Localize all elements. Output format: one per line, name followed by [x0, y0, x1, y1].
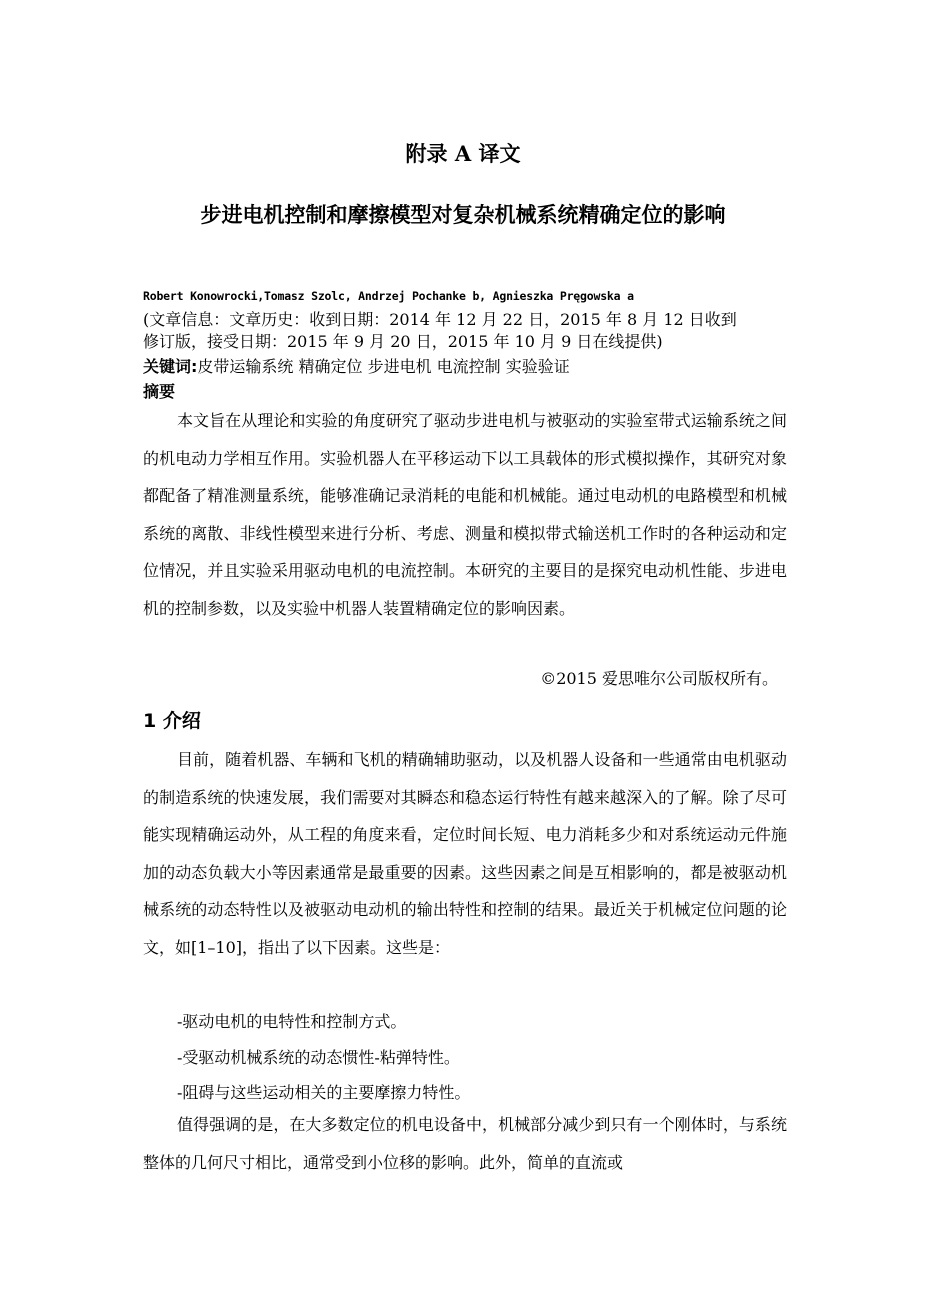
- list-item: -受驱动机械系统的动态惯性-粘弹特性。: [177, 1048, 460, 1067]
- appendix-heading: 附录 A 译文: [405, 141, 521, 166]
- list-item: -阻碍与这些运动相关的主要摩擦力特性。: [177, 1083, 471, 1102]
- keywords-line: [143, 356, 570, 378]
- keywords-label: 关键词:: [143, 357, 198, 376]
- section-heading-introduction: 1 介绍: [143, 710, 201, 732]
- keywords-text: 皮带运输系统 精确定位 步进电机 电流控制 实验验证: [197, 357, 570, 376]
- article-info-line-1: (文章信息：文章历史：收到日期：2014 年 12 月 22 日，2015 年 8 月 12 日收到: [143, 310, 737, 329]
- paper-title: 步进电机控制和摩擦模型对复杂机械系统精确定位的影响: [200, 202, 726, 227]
- author-list: Robert Konowrocki,Tomasz Szolc, Andrzej Pochanke b, Agnieszka Pręgowska a: [143, 289, 634, 303]
- list-item: -驱动电机的电特性和控制方式。: [177, 1012, 407, 1031]
- intro-paragraph-2: 值得强调的是，在大多数定位的机电设备中，机械部分减少到只有一个刚体时，与系统整体的几何尺寸相比，通常受到小位移的影响。此外，简单的直流或: [143, 1115, 787, 1172]
- intro-paragraph-1: 目前，随着机器、车辆和飞机的精确辅助驱动，以及机器人设备和一些通常由电机驱动的制造系统的快速发展，我们需要对其瞬态和稳态运行特性有越来越深入的了解。除了尽可能实现精确运动外，从工程的角度来看，定位时间长短、电力消耗多少和对系统运动元件施加的动态负载大小等因素通常是最重要的因素。这些因素之间是互相影响的，都是被驱动机械系统的动态特性以及被驱动电动机的输出特性和控制的结果。最近关于机械定位问题的论文，如[1–10]，指出了以下因素。这些是：: [143, 750, 787, 957]
- abstract-heading: 摘要: [143, 382, 176, 401]
- abstract-paragraph: 本文旨在从理论和实验的角度研究了驱动步进电机与被驱动的实验室带式运输系统之间的机电动力学相互作用。实验机器人在平移运动下以工具载体的形式模拟操作，其研究对象都配备了精准测量系统，能够准确记录消耗的电能和机械能。通过电动机的电路模型和机械系统的离散、非线性模型来进行分析、考虑、测量和模拟带式输送机工作时的各种运动和定位情况，并且实验采用驱动电机的电流控制。本研究的主要目的是探究电动机性能、步进电机的控制参数，以及实验中机器人装置精确定位的影响因素。: [143, 411, 787, 618]
- copyright-notice: ©2015 爱思唯尔公司版权所有。: [540, 669, 778, 688]
- article-info-line-2: 修订版，接受日期：2015 年 9 月 20 日，2015 年 10 月 9 日在线提供): [143, 332, 663, 351]
